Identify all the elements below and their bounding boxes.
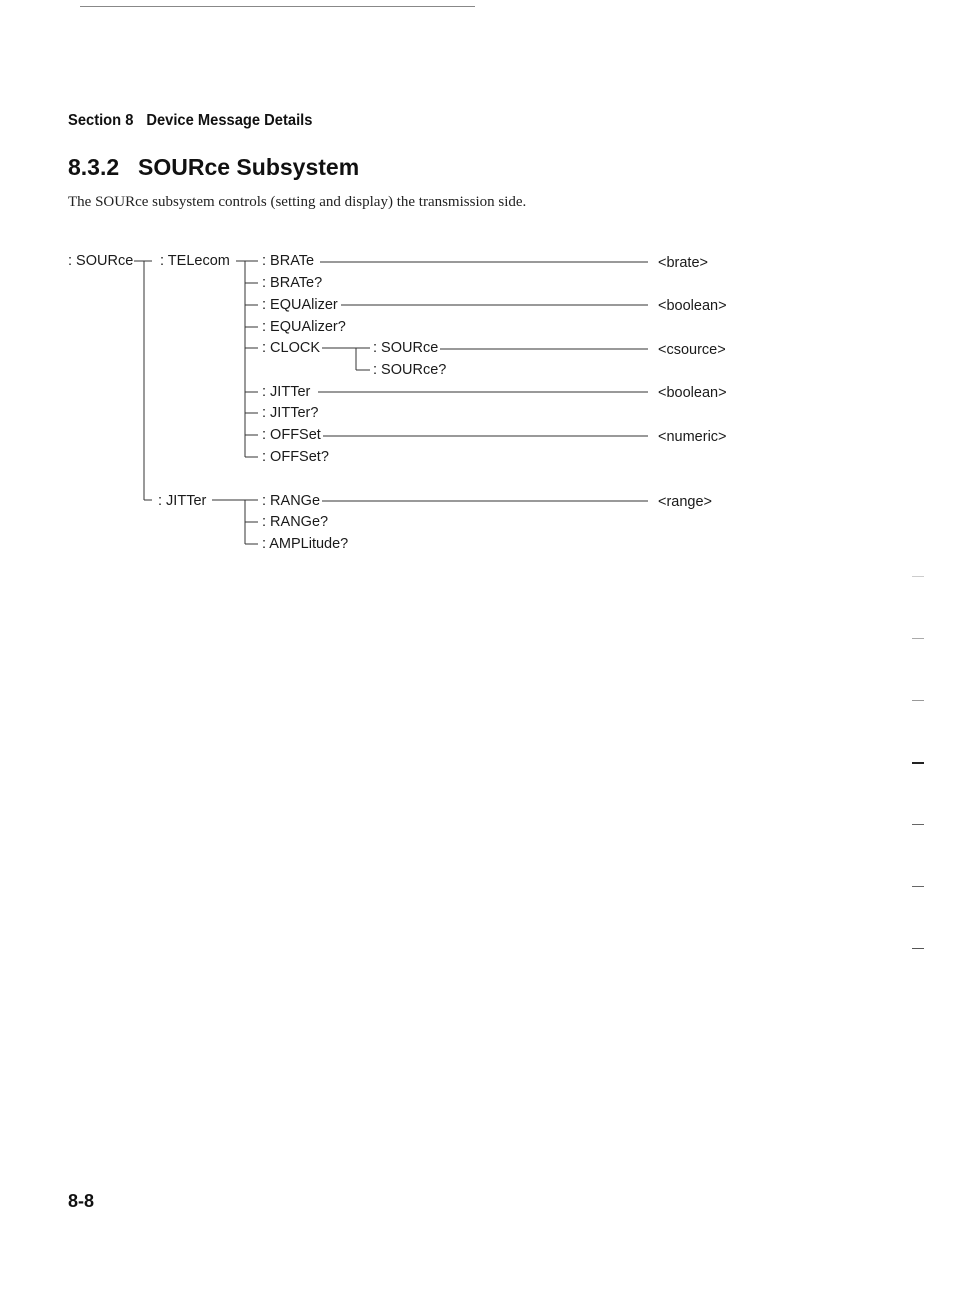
node-amplitude-query: : AMPLitude? xyxy=(262,536,349,552)
node-equalizer: : EQUAlizer xyxy=(262,297,338,313)
node-offset: : OFFSet xyxy=(262,427,321,443)
param-offset: <numeric> xyxy=(658,429,727,445)
command-tree xyxy=(0,0,954,600)
node-telecom-jitter: : JITTer xyxy=(262,384,311,400)
param-clock-source: <csource> xyxy=(658,342,726,358)
node-brate-query: : BRATe? xyxy=(262,275,323,291)
node-source: : SOURce xyxy=(68,253,134,269)
node-offset-query: : OFFSet? xyxy=(262,449,329,465)
node-telecom-jitter-query: : JITTer? xyxy=(262,405,319,421)
param-jitter: <boolean> xyxy=(658,385,727,401)
node-clock-source: : SOURce xyxy=(373,340,439,356)
node-range: : RANGe xyxy=(262,493,321,509)
node-equalizer-query: : EQUAlizer? xyxy=(262,319,346,335)
section-title: Device Message Details xyxy=(146,112,313,129)
title-text: SOURce Subsystem xyxy=(138,154,360,180)
param-range: <range> xyxy=(658,494,713,510)
node-jitter: : JITTer xyxy=(158,493,207,509)
title-number: 8.3.2 xyxy=(68,154,120,180)
param-brate: <brate> xyxy=(658,255,708,271)
node-telecom: : TELecom xyxy=(160,253,230,269)
node-brate: : BRATe xyxy=(262,253,315,269)
section-label: Section 8 xyxy=(68,112,134,129)
page-number: 8-8 xyxy=(68,1191,95,1211)
intro-paragraph: The SOURce subsystem controls (setting and display) the transmission side. xyxy=(68,194,527,210)
param-equalizer: <boolean> xyxy=(658,298,727,314)
node-clock: : CLOCK xyxy=(262,340,321,356)
node-clock-source-query: : SOURce? xyxy=(373,362,447,378)
tree-connectors xyxy=(0,0,954,600)
node-range-query: : RANGe? xyxy=(262,514,329,530)
